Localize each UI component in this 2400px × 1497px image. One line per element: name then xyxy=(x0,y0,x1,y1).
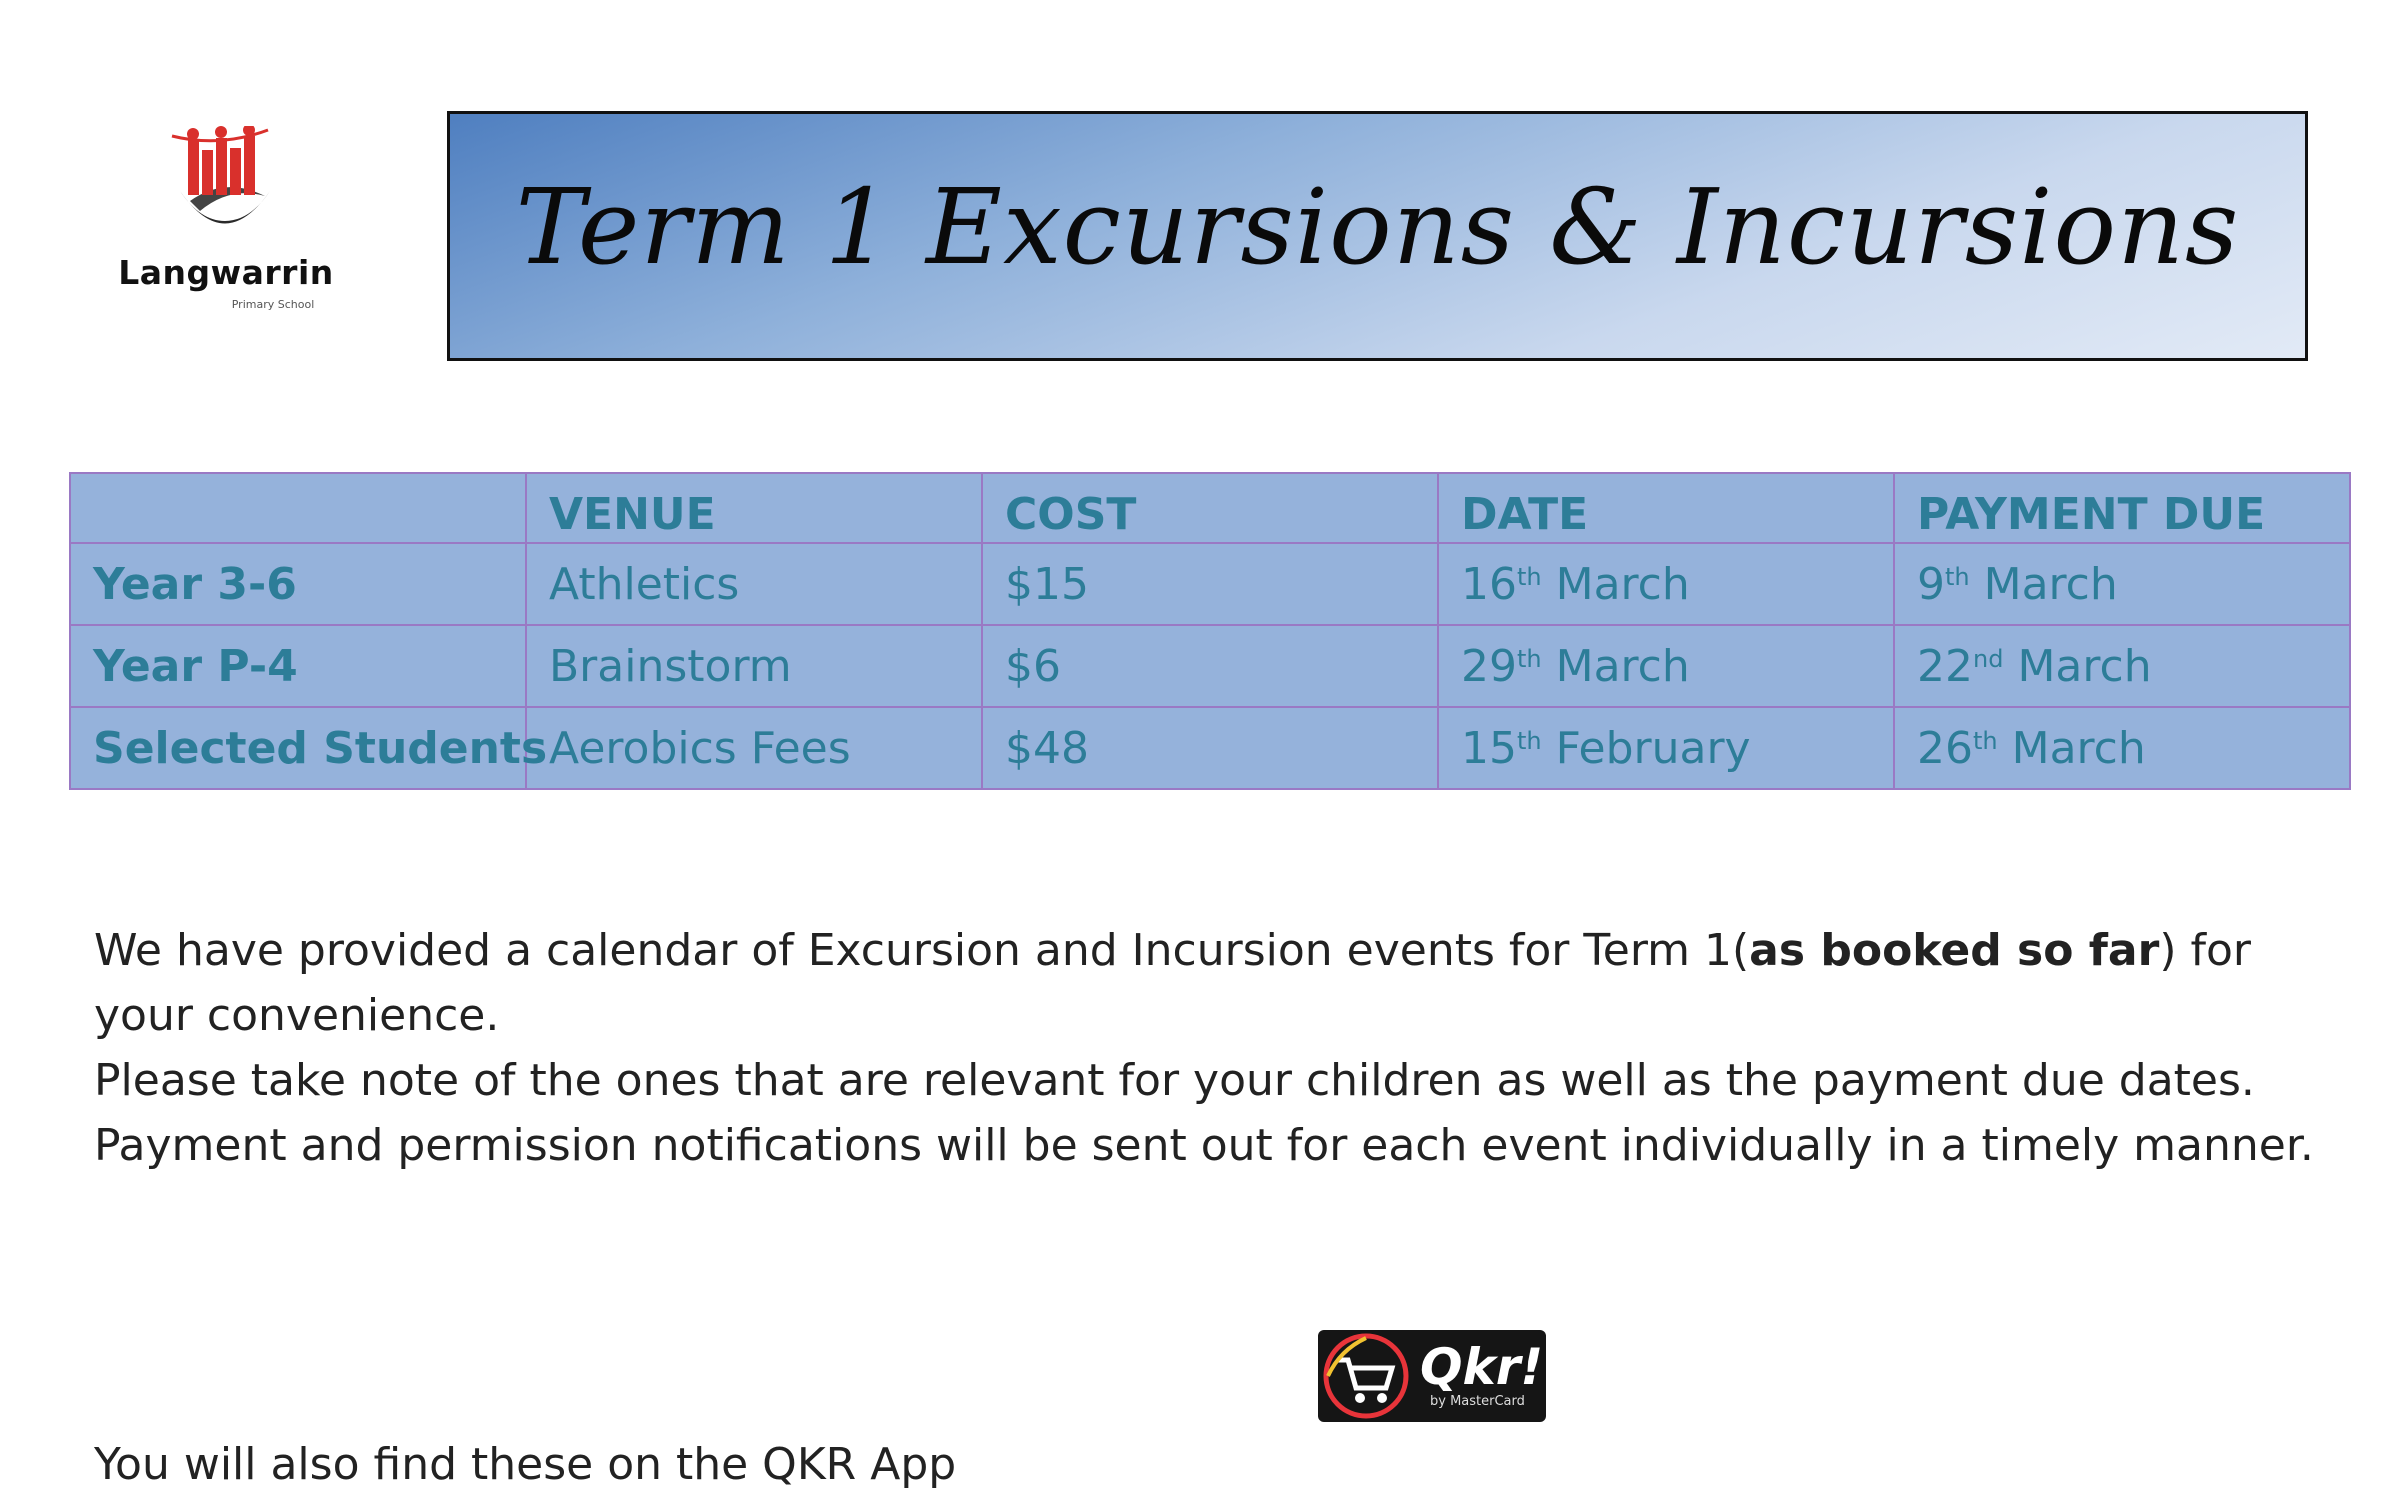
title-banner xyxy=(447,111,2308,361)
due-suffix: nd xyxy=(1973,644,2004,673)
row-date xyxy=(1438,543,1894,625)
body-text[interactable] xyxy=(94,918,2334,1178)
header-venue: VENUE xyxy=(526,473,982,543)
row-venue: Athletics xyxy=(526,543,982,625)
date-month: March xyxy=(1555,558,1690,610)
page-title: Term 1 Excursions & Incursions xyxy=(515,166,2240,288)
header-blank xyxy=(70,473,526,543)
header-payment-due: PAYMENT DUE xyxy=(1894,473,2350,543)
qkr-logo xyxy=(1318,1330,1546,1422)
date-day: 16 xyxy=(1461,558,1517,610)
date-suffix: th xyxy=(1517,644,1542,673)
row-payment-due xyxy=(1894,543,2350,625)
intro-bold-text: as booked so far xyxy=(1749,925,2160,976)
logo-school-name: Langwarrin xyxy=(118,253,334,292)
shopping-cart-icon xyxy=(1320,1330,1416,1422)
row-cost: $15 xyxy=(982,543,1438,625)
row-venue: Brainstorm xyxy=(526,625,982,707)
qkr-byline: by MasterCard xyxy=(1430,1394,1525,1409)
row-venue: Aerobics Fees xyxy=(526,707,982,789)
due-month: March xyxy=(1983,558,2118,610)
intro-text: We have provided a calendar of Excursion and Incursion events for Term 1( xyxy=(94,925,1750,976)
header-date: DATE xyxy=(1438,473,1894,543)
logo-swoosh-icon xyxy=(170,126,270,146)
date-suffix: th xyxy=(1517,562,1542,591)
row-date xyxy=(1438,625,1894,707)
row-group: Selected Students xyxy=(70,707,526,789)
date-day: 15 xyxy=(1461,722,1517,774)
due-suffix: th xyxy=(1945,562,1970,591)
paragraph-payment: Payment and permission notifications will be sent out for each event individually in a timely manner. xyxy=(94,1120,2314,1171)
date-day: 29 xyxy=(1461,640,1517,692)
qkr-wordmark: Qkr! xyxy=(1420,1338,1544,1396)
date-month: February xyxy=(1555,722,1751,774)
row-cost: $48 xyxy=(982,707,1438,789)
table-row xyxy=(70,707,2350,789)
date-month: March xyxy=(1555,640,1690,692)
due-day: 22 xyxy=(1917,640,1973,692)
row-payment-due xyxy=(1894,707,2350,789)
row-cost: $6 xyxy=(982,625,1438,707)
due-suffix: th xyxy=(1973,726,1998,755)
date-suffix: th xyxy=(1517,726,1542,755)
row-group: Year P-4 xyxy=(70,625,526,707)
intro-text-end: ) for your convenience. xyxy=(94,925,2251,1041)
due-month: March xyxy=(2017,640,2152,692)
partial-text-line: You will also find these on the QKR App xyxy=(94,1439,957,1490)
row-group: Year 3-6 xyxy=(70,543,526,625)
table-row xyxy=(70,543,2350,625)
table-row xyxy=(70,625,2350,707)
paragraph-intro xyxy=(94,918,2334,1048)
table-header-row xyxy=(70,473,2350,543)
paragraph-note: Please take note of the ones that are relevant for your children as well as the payment due dates. xyxy=(94,1055,2255,1106)
due-day: 9 xyxy=(1917,558,1945,610)
school-logo xyxy=(108,118,338,318)
row-date xyxy=(1438,707,1894,789)
due-day: 26 xyxy=(1917,722,1973,774)
row-payment-due xyxy=(1894,625,2350,707)
header-cost: COST xyxy=(982,473,1438,543)
logo-school-subtitle: Primary School xyxy=(231,298,315,311)
due-month: March xyxy=(2011,722,2146,774)
excursions-table xyxy=(69,472,2351,790)
